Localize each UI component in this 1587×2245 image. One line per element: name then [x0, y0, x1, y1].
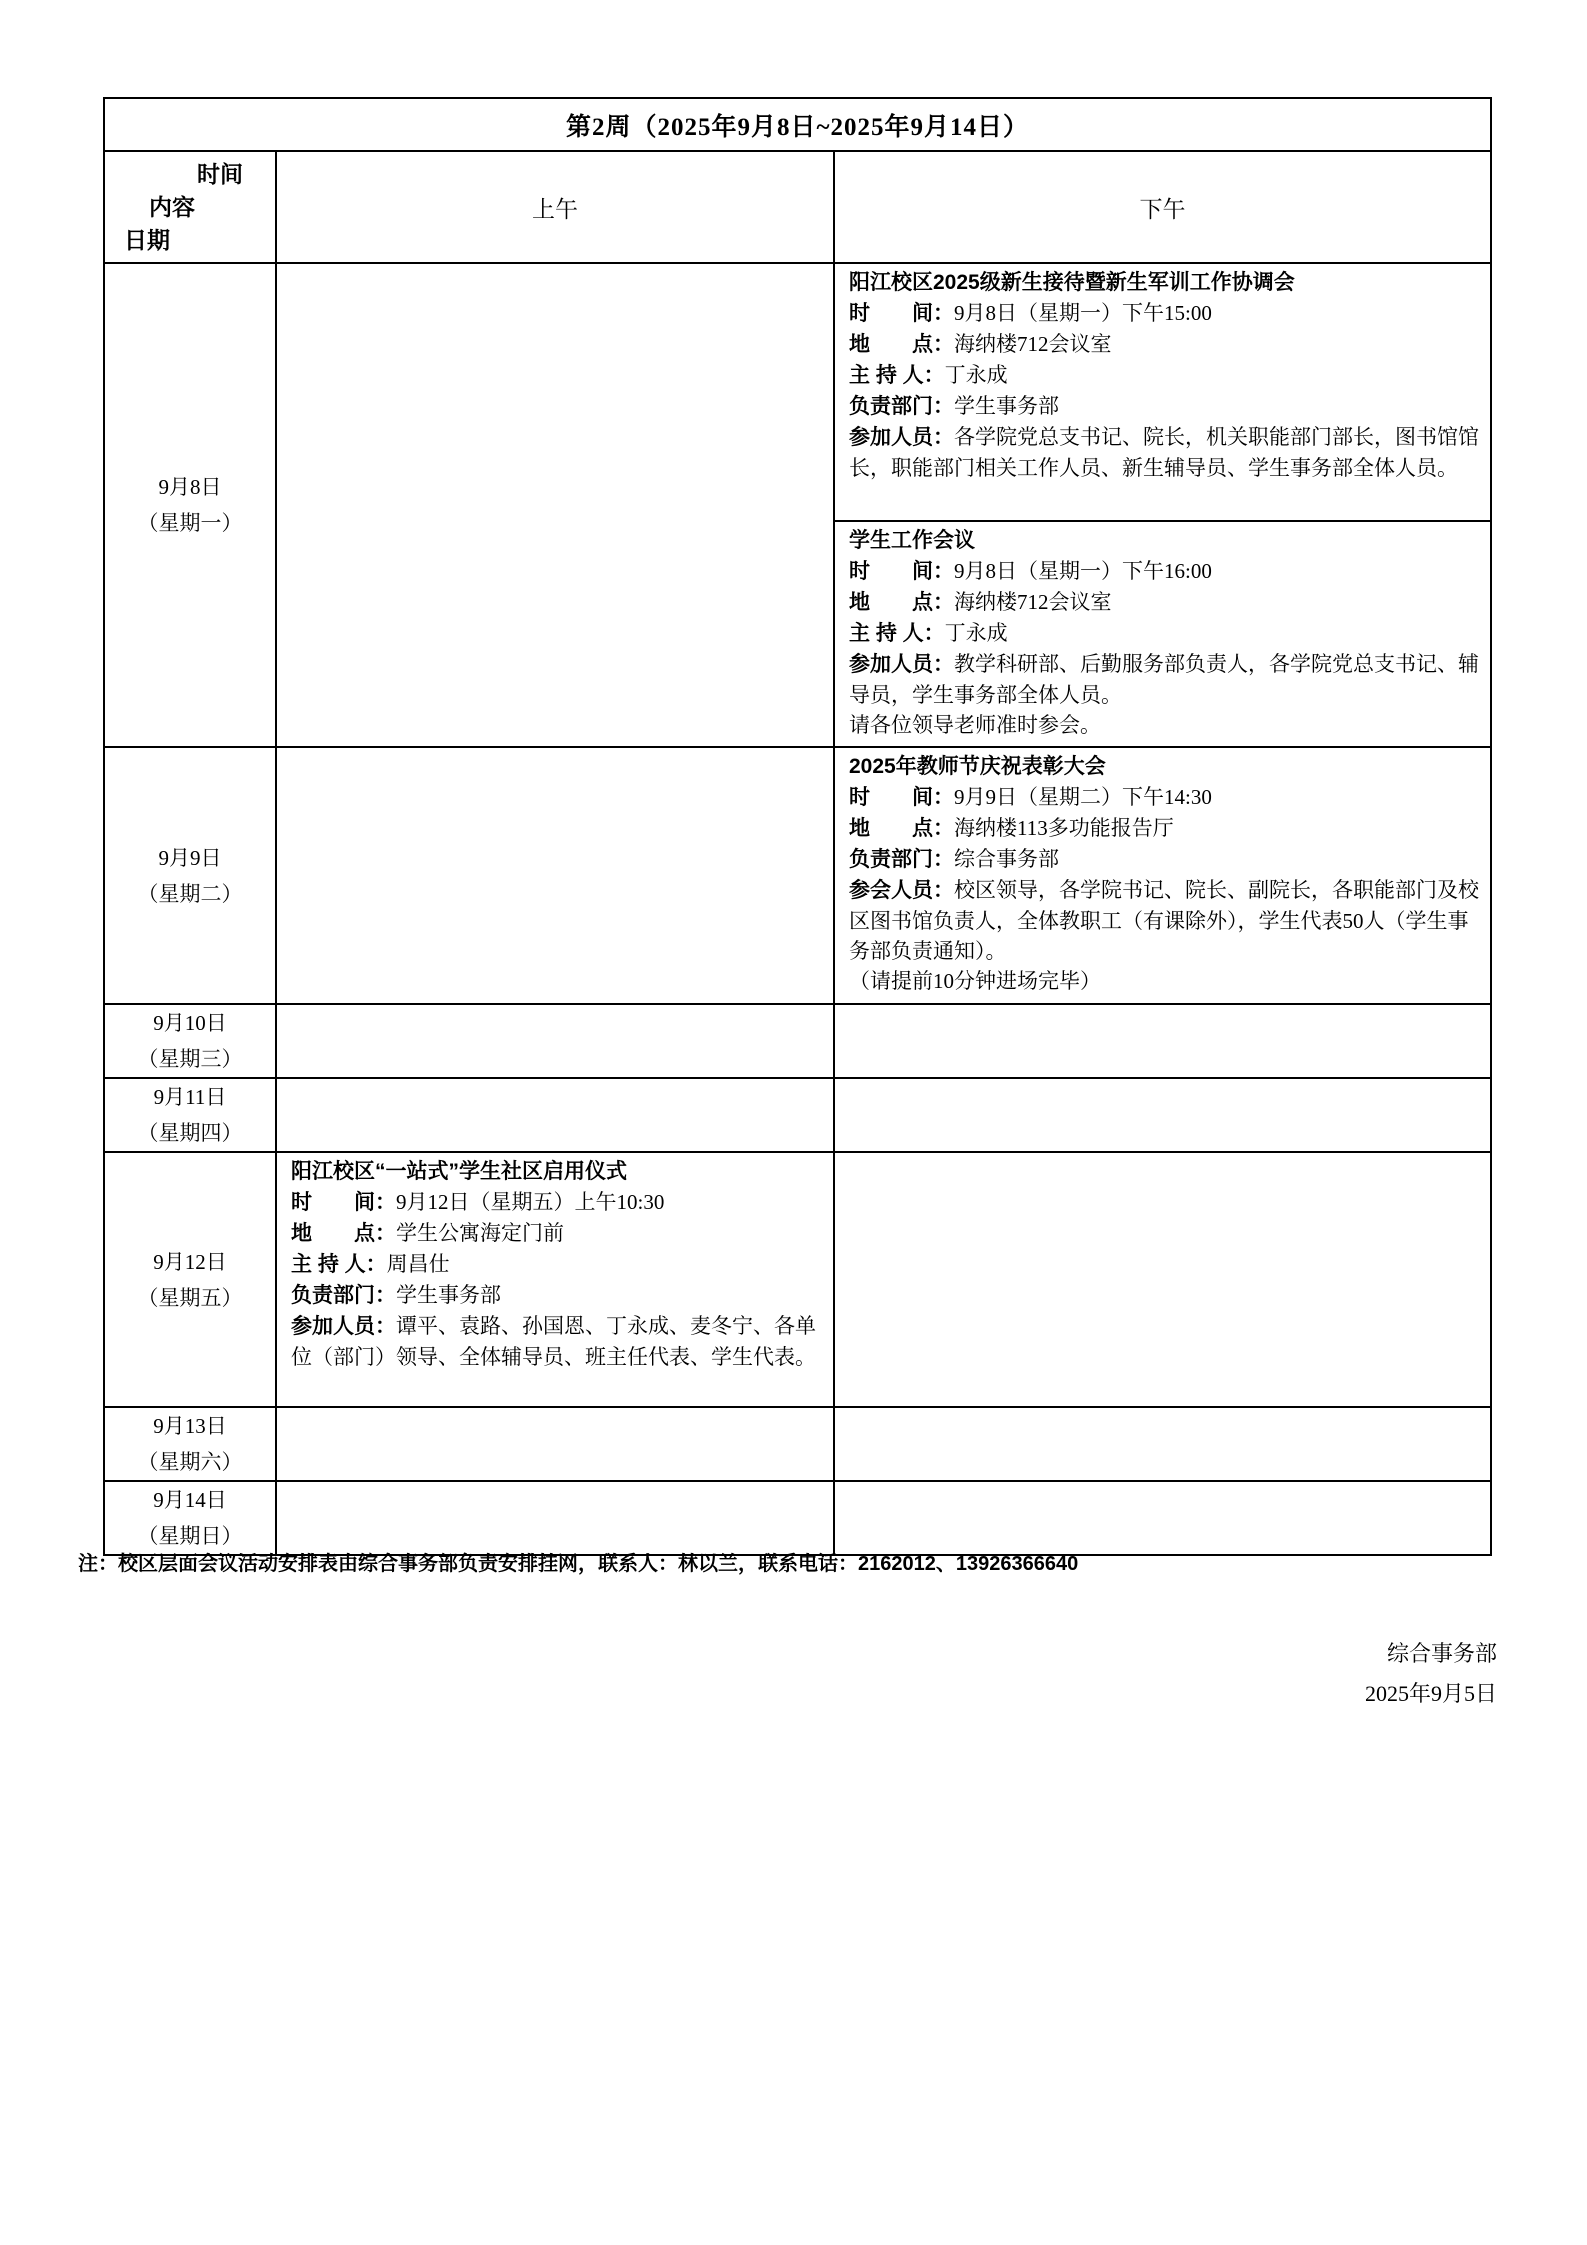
field-row	[849, 298, 1480, 329]
meeting-title: 阳江校区“一站式”学生社区启用仪式	[291, 1160, 627, 1183]
meeting-card	[277, 1153, 833, 1375]
weekday-label: （星期五）	[137, 1285, 243, 1310]
date-label: 9月14日	[153, 1488, 227, 1512]
field-value: 海纳楼712会议室	[954, 332, 1112, 356]
field-row	[849, 782, 1480, 813]
footnote: 注：校区层面会议活动安排表由综合事务部负责安排挂网，联系人：林以兰，联系电话：2162012、13926366640	[78, 1553, 1079, 1575]
table-header-row	[104, 151, 1491, 263]
field-value: 学生事务部	[396, 1283, 501, 1307]
morning-cell-sep9	[276, 747, 834, 1004]
date-cell-sep14	[104, 1481, 276, 1555]
signature-date: 2025年9月5日	[1364, 1681, 1497, 1706]
morning-cell-sep12	[276, 1152, 834, 1407]
field-label: 时 间：	[849, 786, 954, 809]
date-label: 9月12日	[153, 1249, 227, 1274]
field-row	[291, 1311, 823, 1372]
morning-cell-sep13	[276, 1407, 834, 1481]
field-value: 各学院党总支书记、院长，机关职能部门部长，图书馆馆长，职能部门相关工作人员、新生辅导员、学生事务部全体人员。	[849, 425, 1479, 480]
field-row	[849, 422, 1480, 483]
afternoon-cell-sep12	[834, 1152, 1491, 1407]
meeting-note: （请提前10分钟进场完毕）	[849, 969, 1101, 993]
weekly-schedule-table	[103, 97, 1492, 1556]
signature-department: 综合事务部	[1386, 1641, 1497, 1666]
field-value: 综合事务部	[954, 847, 1059, 871]
field-value: 9月12日（星期五）上午10:30	[396, 1190, 665, 1214]
field-label: 参会人员：	[849, 879, 954, 902]
field-value: 学生事务部	[954, 394, 1059, 418]
afternoon-cell-sep9	[834, 747, 1491, 1004]
field-row	[849, 844, 1480, 875]
field-label: 地 点：	[849, 333, 954, 356]
field-label: 地 点：	[849, 817, 954, 840]
field-label: 负责部门：	[291, 1284, 396, 1307]
signature-block	[1365, 1634, 1497, 1714]
field-row	[291, 1218, 823, 1249]
table-title-row	[104, 98, 1491, 151]
field-value: 海纳楼113多功能报告厅	[954, 816, 1174, 840]
field-value: 学生公寓海定门前	[396, 1221, 564, 1245]
weekday-label: （星期一）	[137, 511, 243, 535]
field-value: 9月9日（星期二）下午14:30	[954, 785, 1212, 809]
date-label: 9月10日	[153, 1011, 227, 1035]
date-cell-sep12	[104, 1152, 276, 1407]
field-value: 丁永成	[944, 363, 1008, 387]
date-cell-sep13	[104, 1407, 276, 1481]
meeting-card	[835, 748, 1490, 999]
weekday-label: （星期四）	[137, 1121, 243, 1145]
date-label: 9月11日	[153, 1085, 227, 1109]
corner-label-content: 内容	[149, 194, 195, 220]
field-value: 9月8日（星期一）下午15:00	[954, 301, 1212, 325]
table-title: 第2周（2025年9月8日~2025年9月14日）	[104, 98, 1491, 151]
schedule-row-sep8	[104, 263, 1491, 747]
field-value: 丁永成	[944, 621, 1008, 645]
field-row	[849, 360, 1480, 391]
meeting-title: 学生工作会议	[849, 529, 975, 552]
date-label: 9月9日	[158, 845, 222, 870]
field-label: 主 持 人：	[849, 622, 945, 645]
field-row	[849, 813, 1480, 844]
corner-label-date: 日期	[124, 227, 170, 253]
date-cell-sep11	[104, 1078, 276, 1152]
field-row	[849, 649, 1480, 710]
schedule-row-sep11	[104, 1078, 1491, 1152]
field-label: 时 间：	[849, 302, 954, 325]
weekday-label: （星期二）	[137, 881, 243, 906]
meeting-title: 2025年教师节庆祝表彰大会	[849, 755, 1106, 778]
field-label: 时 间：	[291, 1191, 396, 1214]
field-value: 校区领导，各学院书记、院长、副院长，各职能部门及校区图书馆负责人，全体教职工（有课除外），学生代表50人（学生事务部负责通知）。	[849, 878, 1479, 963]
field-label: 地 点：	[849, 591, 954, 614]
meeting-note: 请各位领导老师准时参会。	[849, 713, 1101, 737]
field-row	[849, 587, 1480, 618]
morning-cell-sep10	[276, 1004, 834, 1078]
field-value: 谭平、袁路、孙国恩、丁永成、麦冬宁、各单位（部门）领导、全体辅导员、班主任代表、学生代表。	[291, 1314, 816, 1369]
afternoon-cell-sep13	[834, 1407, 1491, 1481]
morning-cell-sep8	[276, 263, 834, 747]
field-label: 参加人员：	[849, 426, 954, 449]
field-label: 时 间：	[849, 560, 954, 583]
field-value: 海纳楼712会议室	[954, 590, 1112, 614]
corner-header-cell	[104, 151, 276, 263]
weekday-label: （星期三）	[137, 1047, 243, 1071]
field-row	[849, 875, 1480, 966]
schedule-row-sep13	[104, 1407, 1491, 1481]
field-row	[291, 1187, 823, 1218]
field-row	[849, 329, 1480, 360]
date-cell-sep8	[104, 263, 276, 747]
weekday-label: （星期六）	[137, 1450, 243, 1474]
column-header-afternoon: 下午	[834, 151, 1491, 263]
field-label: 参加人员：	[291, 1315, 396, 1338]
date-label: 9月8日	[158, 475, 222, 499]
meeting-title: 阳江校区2025级新生接待暨新生军训工作协调会	[849, 271, 1295, 294]
field-row	[849, 556, 1480, 587]
afternoon-cell-sep8	[834, 263, 1491, 747]
field-value: 9月8日（星期一）下午16:00	[954, 559, 1212, 583]
field-label: 参加人员：	[849, 653, 954, 676]
corner-label-time: 时间	[197, 161, 243, 187]
field-label: 地 点：	[291, 1222, 396, 1245]
afternoon-cell-sep14	[834, 1481, 1491, 1555]
schedule-row-sep9	[104, 747, 1491, 1004]
afternoon-cell-sep11	[834, 1078, 1491, 1152]
field-label: 负责部门：	[849, 395, 954, 418]
weekday-label: （星期日）	[137, 1524, 243, 1548]
schedule-row-sep10	[104, 1004, 1491, 1078]
date-cell-sep10	[104, 1004, 276, 1078]
field-row	[849, 618, 1480, 649]
schedule-row-sep14	[104, 1481, 1491, 1555]
schedule-row-sep12	[104, 1152, 1491, 1407]
meeting-card	[835, 522, 1490, 743]
field-row	[291, 1249, 823, 1280]
column-header-morning: 上午	[276, 151, 834, 263]
morning-cell-sep11	[276, 1078, 834, 1152]
field-label: 主 持 人：	[849, 364, 945, 387]
field-row	[849, 391, 1480, 422]
field-label: 负责部门：	[849, 848, 954, 871]
field-value: 教学科研部、后勤服务部负责人，各学院党总支书记、辅导员，学生事务部全体人员。	[849, 652, 1479, 707]
afternoon-cell-sep10	[834, 1004, 1491, 1078]
field-value: 周昌仕	[386, 1252, 450, 1276]
morning-cell-sep14	[276, 1481, 834, 1555]
meeting-card	[835, 264, 1490, 522]
field-label: 主 持 人：	[291, 1253, 387, 1276]
field-row	[291, 1280, 823, 1311]
date-cell-sep9	[104, 747, 276, 1004]
date-label: 9月13日	[153, 1414, 227, 1438]
